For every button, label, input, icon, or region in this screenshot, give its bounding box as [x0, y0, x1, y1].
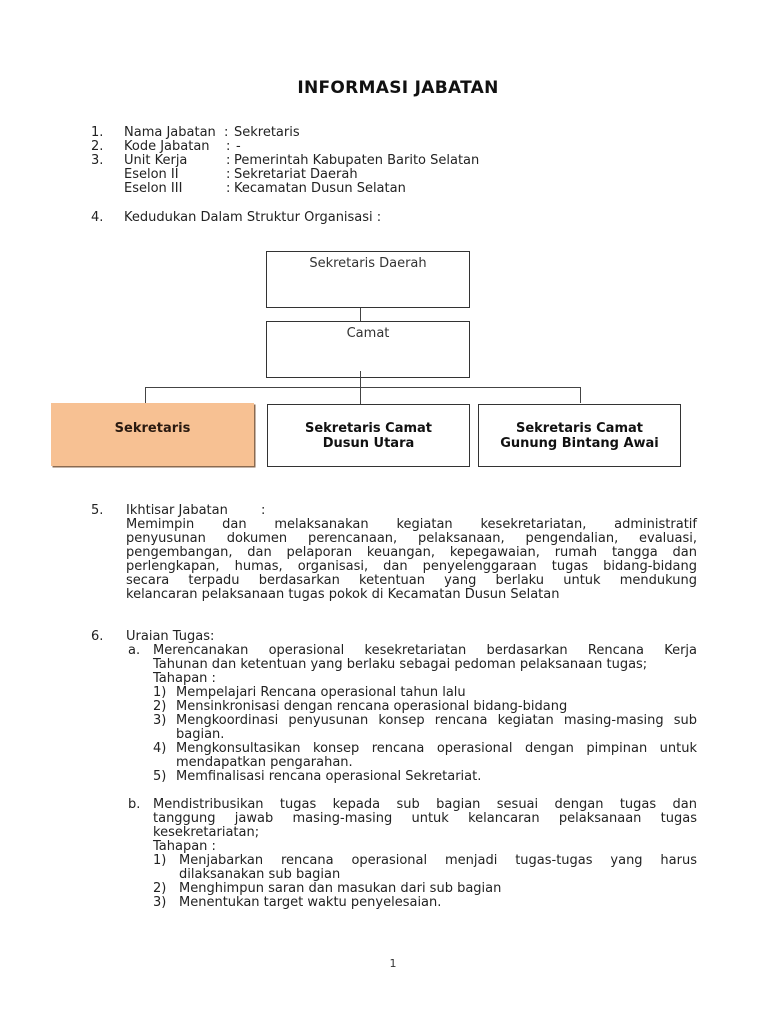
item-number: 1.: [91, 125, 104, 140]
item-separator: :: [224, 125, 229, 140]
step-number: 2): [153, 699, 167, 714]
step-number: 1): [153, 853, 167, 868]
step-number: 1): [153, 685, 167, 700]
tahapan-label: Tahapan :: [153, 671, 216, 686]
org-box-sekcam-dusun-utara: [267, 404, 470, 467]
org-box-label: Sekretaris: [114, 421, 191, 436]
eselon-ii-value: Sekretariat Daerah: [234, 167, 358, 182]
section-5-number: 5.: [91, 503, 104, 518]
item-label: Kode Jabatan: [124, 139, 210, 154]
step-text: Menghimpun saran dan masukan dari sub bagian: [179, 881, 502, 896]
connector-line: [360, 308, 361, 321]
step-text: Menjabarkan rencana operasional menjadi tugas-tugas yang harus: [179, 853, 697, 868]
section-5-separator: :: [261, 503, 266, 518]
task-letter: a.: [128, 643, 141, 658]
text-line: Memimpin dan melaksanakan kegiatan kesekretariatan, administratif: [126, 517, 697, 532]
task-b-text: [153, 798, 697, 854]
step-number: 3): [153, 895, 167, 910]
step-number: 2): [153, 881, 167, 896]
section-5-heading: Ikhtisar Jabatan: [126, 503, 228, 518]
text-line: penyusunan dokumen perencanaan, pelaksanaan, pengendalian, evaluasi,: [126, 531, 697, 546]
connector-line: [145, 387, 581, 388]
item-label: Nama Jabatan: [124, 125, 216, 140]
org-box-sekretaris-daerah: [266, 251, 470, 308]
text-line: perlengkapan, humas, organisasi, dan penyelenggaraan tugas bidang-bidang: [126, 559, 697, 574]
org-box-label: Sekretaris Daerah: [309, 256, 427, 271]
section-6-number: 6.: [91, 629, 104, 644]
step-text: Mengkonsultasikan konsep rencana operasional dengan pimpinan untuk: [176, 741, 697, 756]
step-number: 3): [153, 713, 167, 728]
task-a-text: [153, 644, 697, 686]
connector-line: [145, 387, 146, 403]
text-line: Mendistribusikan tugas kepada sub bagian sesuai dengan tugas dan: [153, 797, 697, 812]
tahapan-label: Tahapan :: [153, 839, 216, 854]
unit-kerja-value: Pemerintah Kabupaten Barito Selatan: [234, 153, 480, 168]
step-text: bagian.: [176, 727, 225, 742]
org-box-label: Sekretaris Camat: [515, 420, 643, 436]
item-label: Eselon III: [124, 181, 183, 196]
page-number: 1: [389, 957, 397, 970]
org-box-label: Dusun Utara: [322, 435, 415, 451]
section-4-heading: Kedudukan Dalam Struktur Organisasi :: [124, 210, 382, 225]
text-line: kesekretariatan;: [153, 825, 260, 840]
step-text-block: [176, 742, 697, 770]
org-box-sekretaris-highlighted: [51, 403, 254, 466]
item-separator: :: [226, 167, 231, 182]
step-text: Mempelajari Rencana operasional tahun lalu: [176, 685, 466, 700]
nama-jabatan-value: Sekretaris: [234, 125, 300, 140]
section-4-number: 4.: [91, 210, 104, 225]
item-label: Unit Kerja: [124, 153, 188, 168]
org-box-label: Camat: [346, 326, 390, 341]
text-line: Merencanakan operasional kesekretariatan berdasarkan Rencana Kerja: [153, 643, 697, 658]
text-line: pengembangan, dan pelaporan keuangan, kepegawaian, rumah tangga dan: [126, 545, 697, 560]
item-label: Eselon II: [124, 167, 179, 182]
document-title: INFORMASI JABATAN: [297, 78, 499, 98]
text-line: Tahunan dan ketentuan yang berlaku sebagai pedoman pelaksanaan tugas;: [153, 657, 648, 672]
eselon-iii-value: Kecamatan Dusun Selatan: [234, 181, 406, 196]
step-text: mendapatkan pengarahan.: [176, 755, 353, 770]
ikhtisar-jabatan-text: [126, 518, 697, 602]
item-number: 3.: [91, 153, 104, 168]
step-number: 5): [153, 769, 167, 784]
kode-jabatan-value: -: [236, 139, 241, 154]
section-6-heading: Uraian Tugas:: [126, 629, 215, 644]
item-separator: :: [226, 153, 231, 168]
item-separator: :: [226, 181, 231, 196]
text-line: secara terpadu berdasarkan ketentuan yang berlaku untuk mendukung: [126, 573, 697, 588]
text-line: kelancaran pelaksanaan tugas pokok di Kecamatan Dusun Selatan: [126, 587, 560, 602]
step-text: Memfinalisasi rencana operasional Sekretariat.: [176, 769, 482, 784]
connector-line: [580, 387, 581, 403]
item-separator: :: [226, 139, 231, 154]
step-number: 4): [153, 741, 167, 756]
task-letter: b.: [128, 797, 141, 812]
step-text: dilaksanakan sub bagian: [179, 867, 341, 882]
org-box-sekcam-gunung-bintang-awai: [478, 404, 681, 467]
text-line: tanggung jawab masing-masing untuk kelancaran pelaksanaan tugas: [153, 811, 697, 826]
org-box-label: Sekretaris Camat: [304, 420, 433, 436]
org-box-camat: [266, 321, 470, 378]
step-text-block: [176, 714, 697, 742]
org-box-label: Gunung Bintang Awai: [500, 435, 659, 451]
item-number: 2.: [91, 139, 104, 154]
step-text: Mensinkronisasi dengan rencana operasional bidang-bidang: [176, 699, 568, 714]
step-text: Menentukan target waktu penyelesaian.: [179, 895, 442, 910]
step-text: Mengkoordinasi penyusunan konsep rencana kegiatan masing-masing sub: [176, 713, 697, 728]
step-text-block: [179, 854, 697, 882]
